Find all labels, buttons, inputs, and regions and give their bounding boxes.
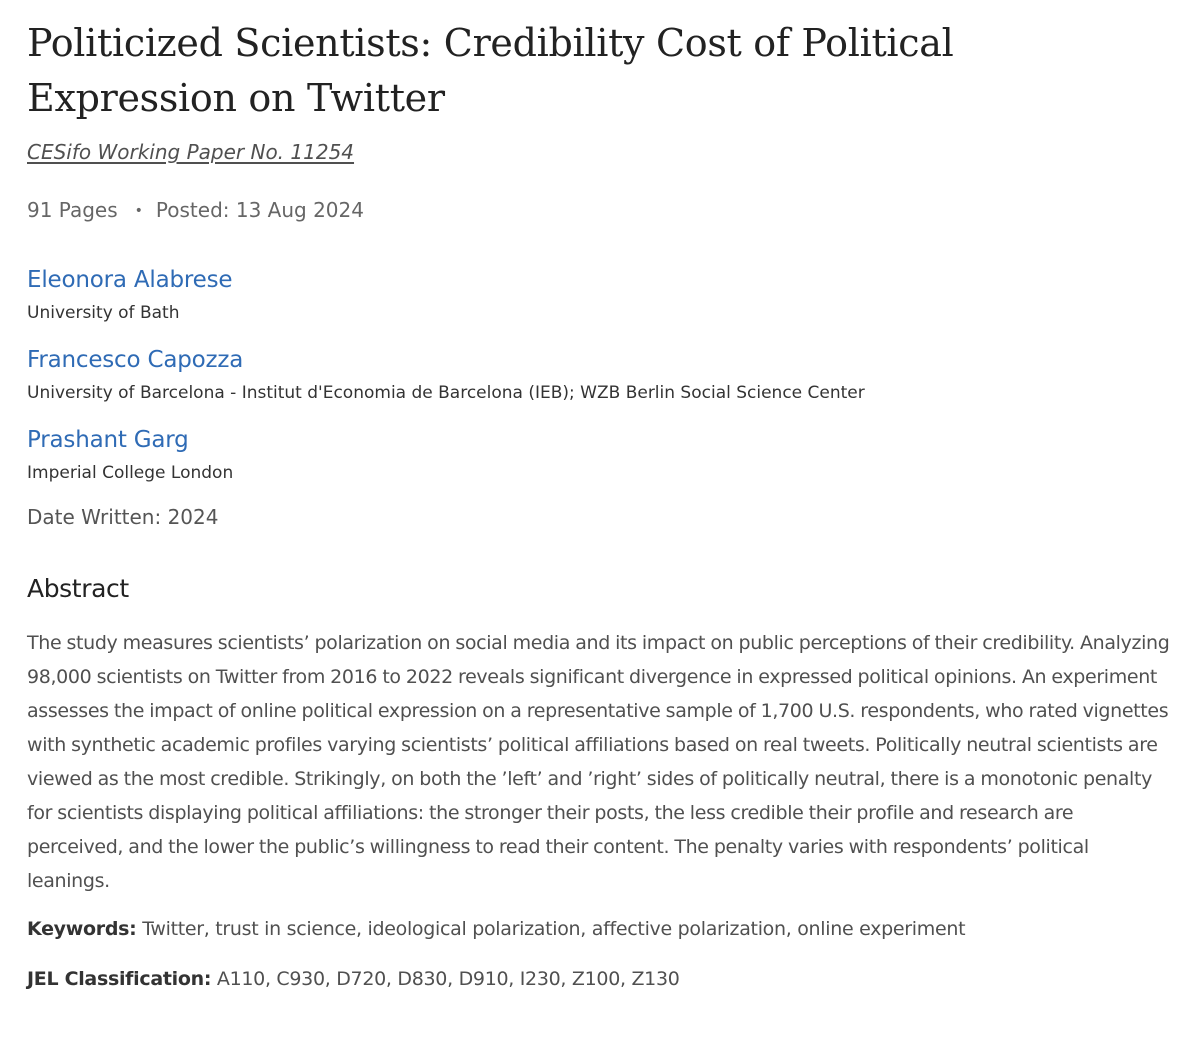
author-affiliation: University of Barcelona - Institut d'Economia de Barcelona (IEB); WZB Berlin Social Science Center <box>27 383 865 403</box>
date-written: Date Written: 2024 <box>27 505 219 529</box>
keywords-line <box>27 914 1174 944</box>
author-affiliation: Imperial College London <box>27 463 234 483</box>
author-entry <box>27 265 1174 325</box>
abstract-text: The study measures scientists’ polarization on social media and its impact on public perceptions of their credibility. Analyzing 98,000 scientists on Twitter from 2016 to 2022 reveals significant divergence in expressed political opinions. An experiment assesses the impact of online political expression on a representative sample of 1,700 U.S. respondents, who rated vignettes with synthetic academic profiles varying scientists’ political affiliations based on real tweets. Politically neutral scientists are viewed as the most credible. Strikingly, on both the ’left’ and ’right’ sides of politically neutral, there is a monotonic penalty for scientists displaying political affiliations: the stronger their posts, the less credible their profile and research are perceived, and the lower the public’s willingness to read their content. The penalty varies with respondents’ political leanings. <box>27 631 1170 892</box>
keywords-label: Keywords: <box>27 917 137 940</box>
page-count: 91 Pages <box>27 198 118 222</box>
meta-separator: • <box>134 203 143 219</box>
paper-meta <box>27 196 1174 227</box>
author-list <box>27 265 1174 485</box>
author-name-link[interactable]: Eleonora Alabrese <box>27 267 233 293</box>
author-entry <box>27 345 1174 405</box>
posted-date: Posted: 13 Aug 2024 <box>155 198 364 222</box>
author-entry <box>27 425 1174 485</box>
jel-label: JEL Classification: <box>27 967 212 990</box>
author-name-link[interactable]: Prashant Garg <box>27 427 189 453</box>
keywords-value: Twitter, trust in science, ideological polarization, affective polarization, online experiment <box>142 917 966 940</box>
jel-value: A110, C930, D720, D830, D910, I230, Z100, Z130 <box>216 967 680 990</box>
author-name-link[interactable]: Francesco Capozza <box>27 347 244 373</box>
jel-classification-line <box>27 964 1174 994</box>
series-line <box>27 138 1174 166</box>
abstract-heading: Abstract <box>27 574 129 603</box>
author-affiliation: University of Bath <box>27 303 180 323</box>
paper-title: Politicized Scientists: Credibility Cost of Political Expression on Twitter <box>27 21 954 120</box>
series-link[interactable]: CESifo Working Paper No. 11254 <box>27 140 355 164</box>
